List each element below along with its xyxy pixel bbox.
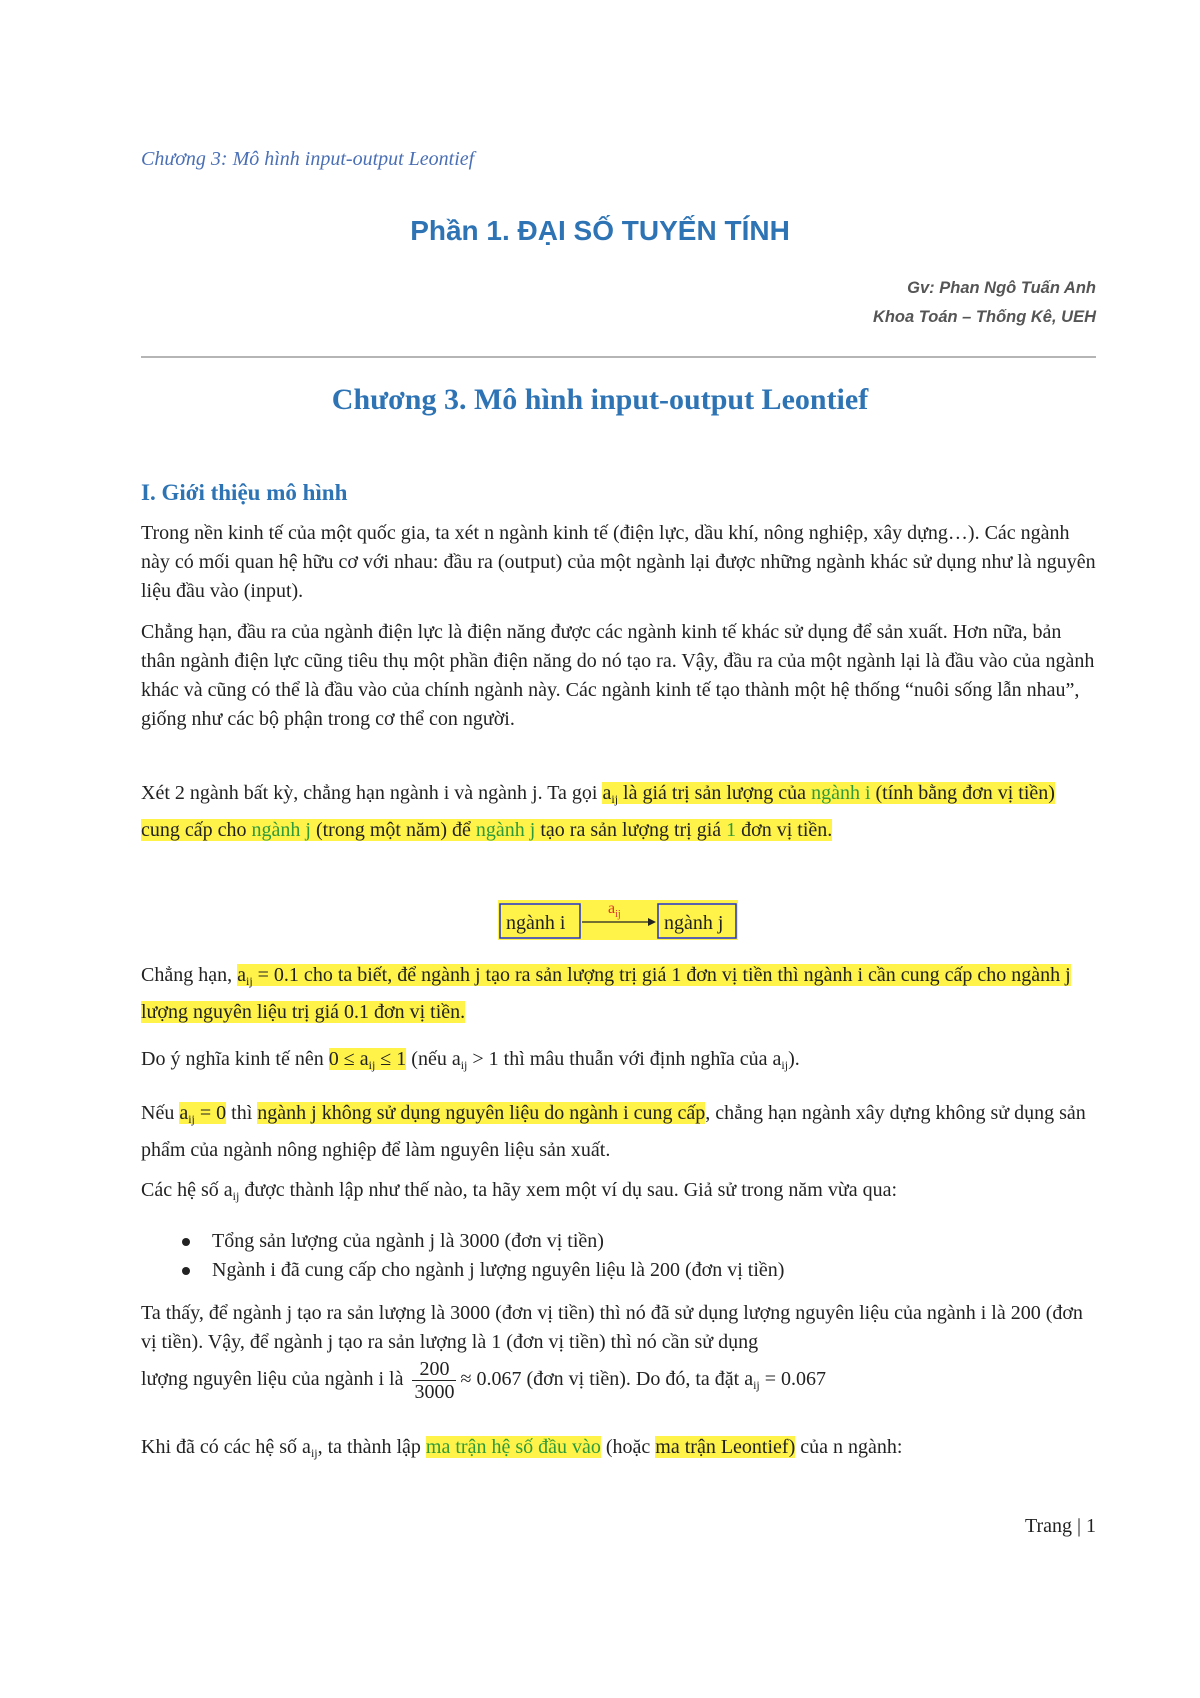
arrow-label: $a_{ij}$ [608, 900, 621, 920]
flow-diagram [498, 900, 738, 940]
list-item: Ngành i đã cung cấp cho ngành j lượng nguyên liệu là 200 (đơn vị tiền) [176, 1256, 784, 1285]
node-left-label: ngành i [506, 912, 566, 934]
fraction: $\frac{200}{3000}$ [414, 1358, 455, 1403]
bullet-icon [182, 1267, 190, 1275]
paragraph-example: Chẳng hạn, đầu ra của ngành điện lực là điện năng được các ngành kinh tế khác sử dụng để sản xuất. Hơn nữa, bản thân ngành điện lực cũng tiêu thụ một phần điện năng do nó tạo ra. Vậy, đầu ra của một ngành lại là đầu vào của ngành khác và cũng có thể là đầu vào của chính ngành này. Các ngành kinh tế tạo thành một hệ thống “nuôi sống lẫn nhau”, giống như các bộ phận trong cơ thể con người. [141, 621, 1095, 730]
bullet-icon [182, 1238, 190, 1246]
example-bullet-list [176, 1227, 784, 1285]
running-header: Chương 3: Mô hình input-output Leontief [141, 148, 475, 170]
section-title: I. Giới thiệu mô hình [141, 480, 348, 505]
definition-highlight: $a_{ij}$ là giá trị sản lượng của ngành i (tính bằng đơn vị tiền) cung cấp cho ngành j (trong một năm) để ngành j tạo ra sản lượng trị giá 1 đơn vị tiền. [141, 782, 1055, 841]
node-right-label: ngành j [664, 912, 724, 934]
constraint-highlight: $0 \le a_{ij} \le 1$ [328, 1048, 407, 1072]
paragraph-matrix-intro: Khi đã có các hệ số $a_{ij}$, ta thành lập ma trận hệ số đầu vào (hoặc ma trận Leontief) của n ngành: [141, 1436, 903, 1460]
author-name: Gv: Phan Ngô Tuấn Anh [907, 279, 1096, 297]
paragraph-zero-case: Nếu $a_{ij} = 0$ thì ngành j không sử dụng nguyên liệu do ngành i cung cấp, chẳng hạn ngành xây dựng không sử dụng sản phẩm của ngành nông nghiệp để làm nguyên liệu sản xuất. [141, 1102, 1086, 1161]
chapter-title: Chương 3. Mô hình input-output Leontief [331, 383, 869, 416]
paragraph-definition: Xét 2 ngành bất kỳ, chẳng hạn ngành i và ngành j. Ta gọi $a_{ij}$ là giá trị sản lượng của ngành i (tính bằng đơn vị tiền) cung cấp cho ngành j (trong một năm) để ngành j tạo ra sản lượng trị giá 1 đơn vị tiền. [141, 782, 1055, 841]
list-item: Tổng sản lượng của ngành j là 3000 (đơn vị tiền) [176, 1227, 784, 1256]
paragraph-calculation-formula: lượng nguyên liệu của ngành i là $\frac{200}{3000}$ ≈ 0.067 (đơn vị tiền). Do đó, ta đặt $a_{ij} = 0.067$ [141, 1358, 827, 1403]
page-number: Trang | 1 [1024, 1515, 1096, 1537]
paragraph-how-formed: Các hệ số $a_{ij}$ được thành lập như thế nào, ta hãy xem một ví dụ sau. Giả sử trong năm vừa qua: [141, 1179, 898, 1203]
paragraph-constraint: Do ý nghĩa kinh tế nên $0 \le a_{ij} \le 1$ (nếu $a_{ij} > 1$ thì mâu thuẫn với định nghĩa của $a_{ij}$). [141, 1048, 800, 1072]
part-title: Phần 1. ĐẠI SỐ TUYẾN TÍNH [410, 215, 790, 246]
paragraph-intro: Trong nền kinh tế của một quốc gia, ta xét n ngành kinh tế (điện lực, dầu khí, nông nghiệp, xây dựng…). Các ngành này có mối quan hệ hữu cơ với nhau: đầu ra (output) của một ngành lại được những ngành khác sử dụng như là nguyên liệu đầu vào (input). [141, 522, 1096, 602]
paragraph-coefficient-example: Chẳng hạn, $a_{ij} = 0.1$ cho ta biết, để ngành j tạo ra sản lượng trị giá 1 đơn vị tiền thì ngành i cần cung cấp cho ngành j lượng nguyên liệu trị giá 0.1 đơn vị tiền. [141, 964, 1071, 1023]
faculty-name: Khoa Toán – Thống Kê, UEH [872, 308, 1096, 326]
paragraph-calculation: Ta thấy, để ngành j tạo ra sản lượng là 3000 (đơn vị tiền) thì nó đã sử dụng lượng nguyên liệu của ngành i là 200 (đơn vị tiền). Vậy, để ngành j tạo ra sản lượng là 1 (đơn vị tiền) thì nó cần sử dụng [141, 1302, 1083, 1353]
title-divider [141, 356, 1096, 358]
